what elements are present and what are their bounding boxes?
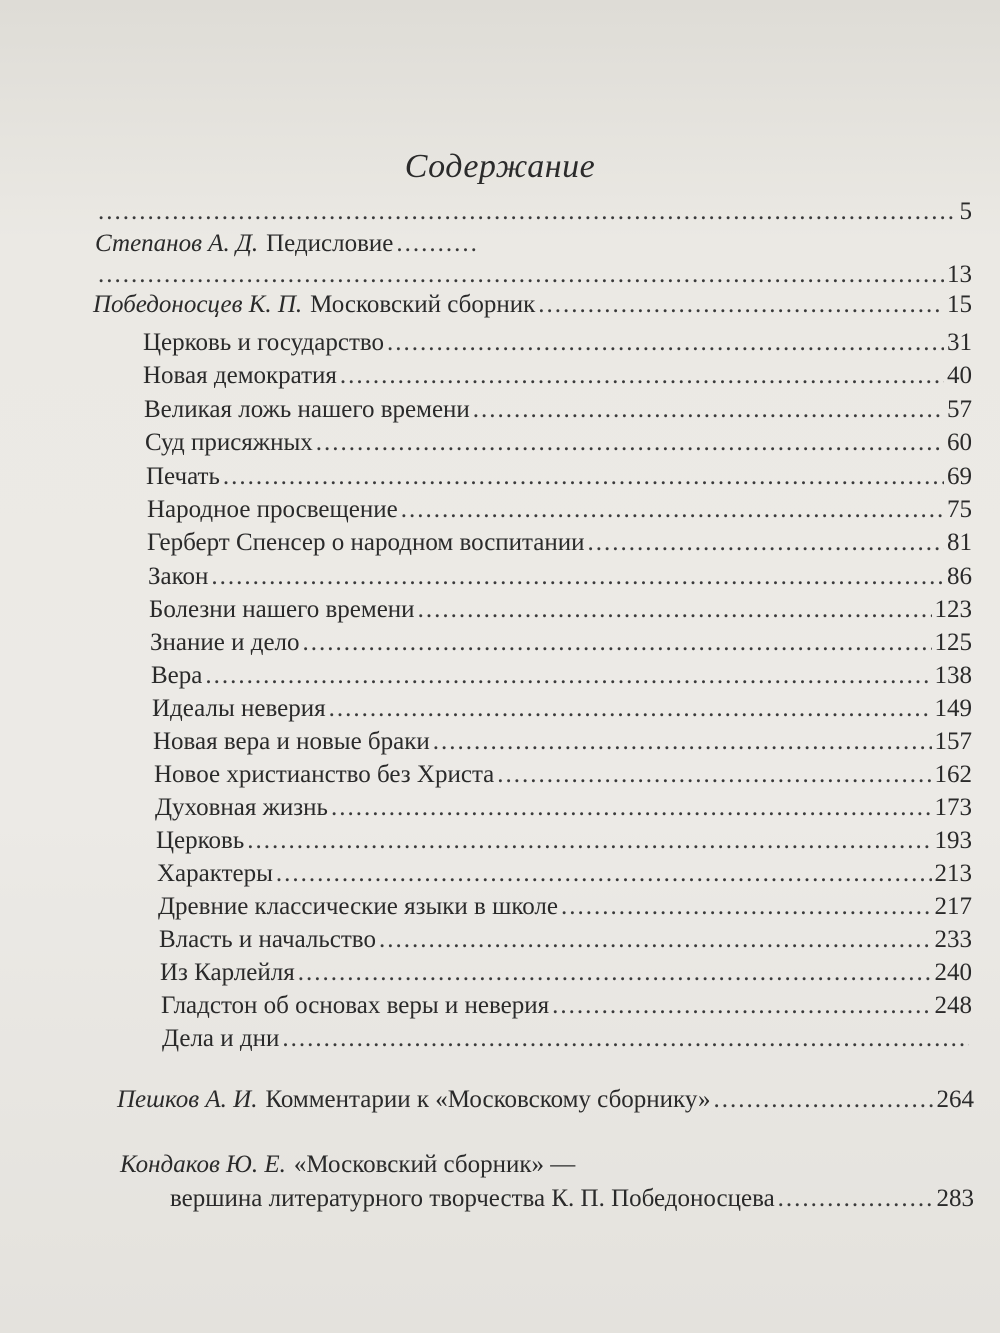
leader-dots — [329, 693, 932, 725]
toc-heading: Содержание — [404, 148, 596, 185]
leader-dots — [401, 494, 944, 526]
toc-entry — [158, 891, 972, 923]
toc-entry — [117, 1084, 974, 1116]
toc-entry — [120, 1149, 575, 1181]
entry-page: 149 — [934, 695, 972, 722]
entry-page: 193 — [934, 827, 972, 854]
entry-page: 13 — [947, 261, 972, 288]
toc-entry — [159, 924, 972, 956]
toc-entry — [95, 196, 972, 228]
toc-entry — [95, 259, 972, 291]
toc-entry — [148, 561, 972, 593]
entry-title: Характеры — [157, 860, 273, 887]
leader-dots — [316, 427, 944, 459]
entry-page: 81 — [947, 529, 972, 556]
toc-entry — [95, 228, 479, 260]
entry-title: «Московский сборник» — — [293, 1151, 576, 1178]
leader-dots — [340, 360, 944, 392]
toc-entry — [144, 394, 972, 426]
leader-dots — [276, 858, 932, 890]
leader-dots — [473, 394, 944, 426]
entry-page: 264 — [936, 1086, 974, 1113]
toc-entry — [160, 957, 972, 989]
entry-page: 213 — [934, 860, 972, 887]
toc-entry — [157, 858, 972, 890]
entry-title: Дела и дни — [162, 1025, 280, 1052]
leader-dots — [282, 1023, 969, 1055]
leader-dots — [247, 825, 931, 857]
entry-page: 86 — [947, 563, 972, 590]
toc-entry — [93, 289, 972, 321]
entry-page: 69 — [947, 463, 972, 490]
entry-title: Герберт Спенсер о народном воспитании — [147, 529, 585, 556]
toc-entry — [155, 792, 972, 824]
entry-author: Кондаков Ю. Е. — [120, 1151, 286, 1178]
leader-dots — [387, 327, 944, 359]
entry-page: 123 — [934, 596, 972, 623]
toc-entry — [154, 759, 972, 791]
entry-page: 217 — [934, 893, 972, 920]
toc-entry — [152, 693, 972, 725]
entry-author: Победоносцев К. П. — [93, 291, 303, 318]
entry-title: Комментарии к «Московскому сборнику» — [265, 1086, 711, 1113]
entry-title: Болезни нашего времени — [149, 596, 415, 623]
leader-dots — [98, 259, 944, 291]
toc-entry — [161, 990, 972, 1022]
leader-dots — [552, 990, 931, 1022]
entry-title: Древние классические языки в школе — [158, 893, 558, 920]
entry-title: Духовная жизнь — [155, 794, 328, 821]
entry-page: 138 — [934, 662, 972, 689]
entry-page: 75 — [947, 496, 972, 523]
entry-title: Церковь — [156, 827, 245, 854]
toc-entry — [147, 527, 972, 559]
entry-title: Педисловие — [266, 230, 394, 257]
entry-page: 240 — [934, 959, 972, 986]
entry-title: вершина литературного творчества К. П. Победоносцева — [170, 1185, 775, 1212]
leader-dots — [588, 527, 944, 559]
entry-author: Пешков А. И. — [117, 1086, 258, 1113]
entry-page: 233 — [934, 926, 972, 953]
entry-title: Вера — [151, 662, 203, 689]
toc-entry — [170, 1183, 974, 1215]
leader-dots — [538, 289, 944, 321]
entry-title: Новая демократия — [143, 362, 337, 389]
entry-page: 173 — [934, 794, 972, 821]
entry-author: Степанов А. Д. — [95, 230, 259, 257]
leader-dots — [211, 561, 944, 593]
entry-title: Закон — [148, 563, 209, 590]
leader-dots — [778, 1183, 934, 1215]
leader-dots — [433, 726, 932, 758]
entry-title: Власть и начальство — [159, 926, 376, 953]
leader-dots — [418, 594, 932, 626]
entry-page: 57 — [947, 396, 972, 423]
leader-dots — [497, 759, 931, 791]
entry-page: 283 — [936, 1185, 974, 1212]
leader-dots — [303, 627, 932, 659]
toc-entry — [145, 427, 972, 459]
leader-dots — [298, 957, 932, 989]
toc-entry — [147, 494, 972, 526]
entry-title: Идеалы неверия — [152, 695, 326, 722]
entry-title: Народное просвещение — [147, 496, 398, 523]
leader-dots — [561, 891, 932, 923]
entry-title: Из Карлейля — [160, 959, 295, 986]
toc-entry — [162, 1023, 972, 1055]
toc-entry — [143, 327, 972, 359]
toc-entry — [153, 726, 972, 758]
entry-page: 125 — [934, 629, 972, 656]
entry-title: Суд присяжных — [145, 429, 313, 456]
entry-title: Московский сборник — [310, 291, 536, 318]
entry-page: 31 — [947, 329, 972, 356]
entry-title: Гладстон об основах веры и неверия — [161, 992, 550, 1019]
entry-page: 15 — [947, 291, 972, 318]
entry-page: 40 — [947, 362, 972, 389]
entry-title: Новая вера и новые браки — [153, 728, 430, 755]
leader-dots — [379, 924, 932, 956]
leader-dots — [98, 196, 957, 228]
leader-dots — [713, 1084, 933, 1116]
entry-title: Церковь и государство — [143, 329, 385, 356]
entry-title: Новое христианство без Христа — [154, 761, 495, 788]
entry-page: 162 — [934, 761, 972, 788]
toc-entry — [146, 461, 972, 493]
toc-entry — [151, 660, 972, 692]
leader-dots — [223, 461, 944, 493]
entry-title: Печать — [146, 463, 220, 490]
entry-page: 248 — [934, 992, 972, 1019]
entry-page: 157 — [934, 728, 972, 755]
leader-dots — [396, 228, 476, 260]
toc-entry — [156, 825, 972, 857]
entry-title: Великая ложь нашего времени — [144, 396, 470, 423]
toc-entry — [143, 360, 972, 392]
entry-page: 5 — [959, 198, 972, 225]
entry-title: Знание и дело — [150, 629, 300, 656]
leader-dots — [205, 660, 931, 692]
entry-page: 60 — [947, 429, 972, 456]
toc-entry — [150, 627, 972, 659]
leader-dots — [331, 792, 932, 824]
toc-entry — [149, 594, 972, 626]
